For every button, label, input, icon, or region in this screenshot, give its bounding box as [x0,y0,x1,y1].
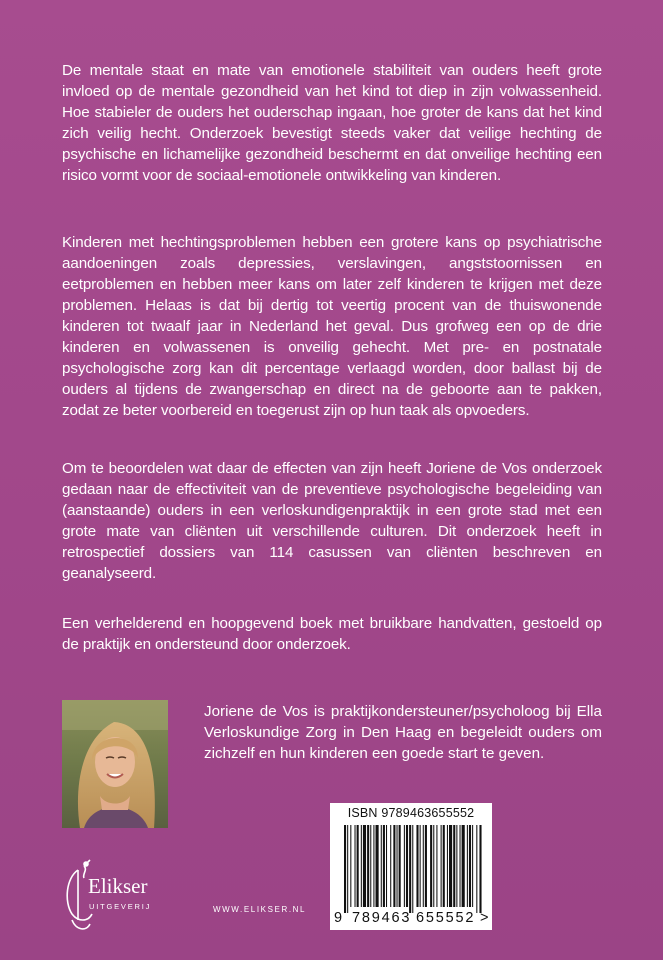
blurb-paragraph-2: Kinderen met hechtingsproblemen hebben een grotere kans op psychiatrische aandoeningen zoals depressies, verslavingen, angststoornissen en eetproblemen en hebben meer kans om later zelf kinderen te krijgen met deze problemen. Helaas is dat bij dertig tot veertig procent van de thuiswonende kinderen tot twaalf jaar in Nederland het geval. Dus grofweg een op de drie kinderen en volwassenen is onveilig gehecht. Met pre- en postnatale psychologische zorg kan dit percentage verlaagd worden, door ballast bij de ouders al tijdens de zwangerschap en direct na de geboorte aan te pakken, zodat ze beter voorbereid en toegerust zijn op hun taak als opvoeders. [62,234,602,419]
isbn-label: ISBN 9789463655552 [347,806,475,820]
barcode-digit-first: 9 [334,910,343,926]
publisher-name: Elikser [88,874,148,898]
barcode-digits-left: 789463 [352,910,412,926]
barcode-digits-right: 655552 [416,910,476,926]
blurb-paragraph-3: Om te beoordelen wat daar de effecten van zijn heeft Joriene de Vos onderzoek gedaan naar de effectiviteit van de preventieve psychologische begeleiding van (aanstaande) ouders in een verloskundigenpraktijk in een grote stad met een grote mate van cliënten uit verschillende culturen. Dit onderzoek heeft in retrospectief dossiers van 114 casussen van cliënten beschreven en geanalyseerd. [62,460,602,582]
author-bio: Joriene de Vos is praktijkondersteuner/psycholoog bij Ella Verloskundige Zorg in Den Haag en begeleidt ouders om zichzelf en hun kinderen een goede start te geven. [204,703,602,762]
publisher-subtitle: UITGEVERIJ [89,902,152,911]
blurb-paragraph-1: De mentale staat en mate van emotionele stabiliteit van ouders heeft grote invloed op de mentale gezondheid van het kind tot diep in zijn volwassenheid. Hoe stabieler de ouders het ouderschap ingaan, hoe groter de kans dat het kind zich veilig hecht. Onderzoek bevestigt steeds vaker dat veilige hechting de psychische en lichamelijke gezondheid beschermt en dat onveilige hechting een risico vormt voor de sociaal-emotionele ontwikkeling van kinderen. [62,62,602,184]
blurb-paragraph-4: Een verhelderend en hoopgevend boek met bruikbare handvatten, gestoeld op de praktijk en ondersteund door onderzoek. [62,615,602,653]
author-portrait-illustration [62,700,168,828]
barcode-end-marker: > [480,910,489,926]
author-photo [62,700,168,828]
isbn-barcode [330,803,492,930]
publisher-website: WWW.ELIKSER.NL [213,905,307,914]
